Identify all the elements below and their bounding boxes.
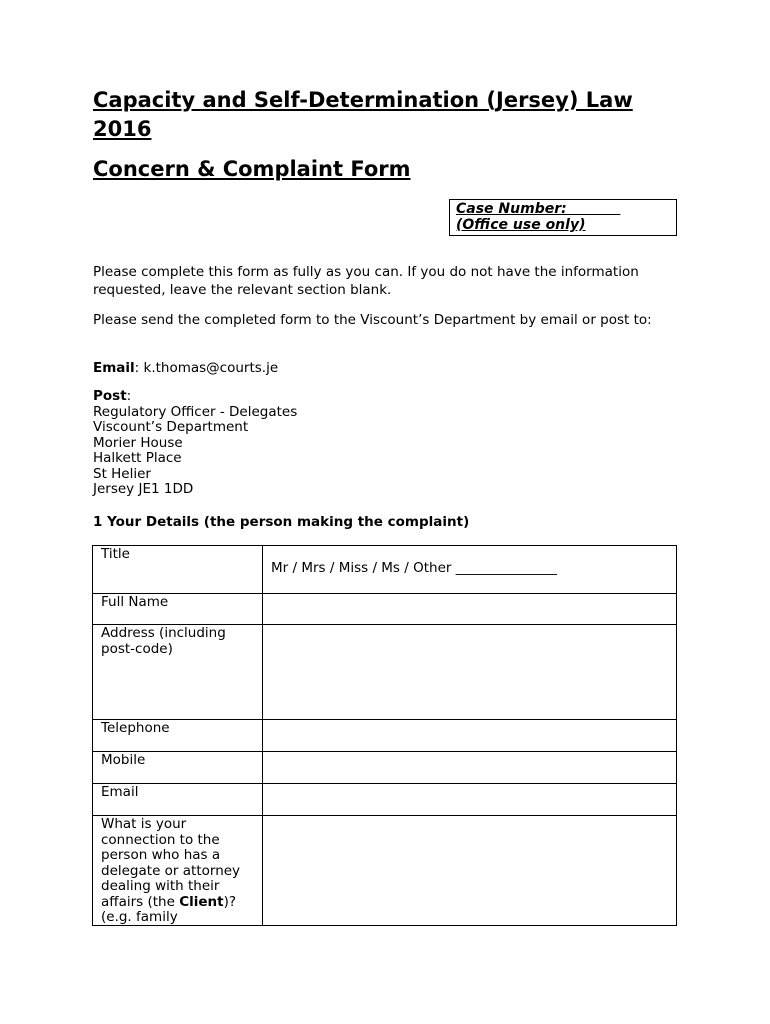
postal-address — [93, 389, 683, 498]
address-field[interactable] — [263, 625, 677, 720]
post-colon: : — [126, 388, 132, 404]
address-line: Regulatory Officer - Delegates — [93, 403, 298, 420]
your-details-table — [92, 545, 677, 926]
table-row — [93, 594, 677, 625]
case-number-label: Case Number: — [456, 201, 621, 217]
email-contact-label: Email — [93, 360, 135, 376]
connection-label-tail: )? (e.g. family — [101, 893, 237, 925]
table-row — [93, 720, 677, 752]
document-title: Capacity and Self-Determination (Jersey) Law 2016 — [93, 88, 633, 141]
email-field[interactable] — [263, 784, 677, 816]
email-label: Email — [93, 784, 263, 816]
case-number-box — [449, 199, 677, 236]
address-line: Viscount’s Department — [93, 419, 249, 435]
connection-field[interactable] — [263, 816, 677, 926]
email-contact — [93, 360, 683, 378]
telephone-label: Telephone — [93, 720, 263, 752]
title-field[interactable]: Mr / Mrs / Miss / Ms / Other _______________ — [263, 546, 677, 594]
table-row — [93, 546, 677, 594]
post-label: Post — [93, 388, 127, 404]
mobile-label: Mobile — [93, 752, 263, 784]
full-name-label: Full Name — [93, 594, 263, 625]
telephone-field[interactable] — [263, 720, 677, 752]
table-row — [93, 752, 677, 784]
office-use-label: (Office use only) — [456, 217, 586, 233]
client-term: Client — [179, 893, 224, 910]
full-name-field[interactable] — [263, 594, 677, 625]
address-label: Address (including post-code) — [93, 625, 263, 720]
address-line: Halkett Place — [93, 450, 182, 466]
table-row — [93, 784, 677, 816]
table-row — [93, 816, 677, 926]
connection-label — [93, 816, 263, 926]
address-line: Morier House — [93, 434, 183, 451]
address-line: St Helier — [93, 465, 151, 482]
title-label: Title — [93, 546, 263, 594]
send-instructions-paragraph: Please send the completed form to the Viscount’s Department by email or post to: — [93, 312, 652, 328]
instructions-paragraph: Please complete this form as fully as you can. If you do not have the information requested, leave the relevant section blank. — [93, 264, 639, 298]
section-1-heading: 1 Your Details (the person making the complaint) — [93, 514, 470, 530]
mobile-field[interactable] — [263, 752, 677, 784]
form-title: Concern & Complaint Form — [93, 157, 411, 181]
table-row — [93, 625, 677, 720]
address-line: Jersey JE1 1DD — [93, 481, 194, 497]
email-contact-value[interactable]: : k.thomas@courts.je — [134, 360, 279, 376]
connection-label-text: What is your connection to the person who has a delegate or attorney dealing with their affairs (the — [101, 817, 241, 910]
